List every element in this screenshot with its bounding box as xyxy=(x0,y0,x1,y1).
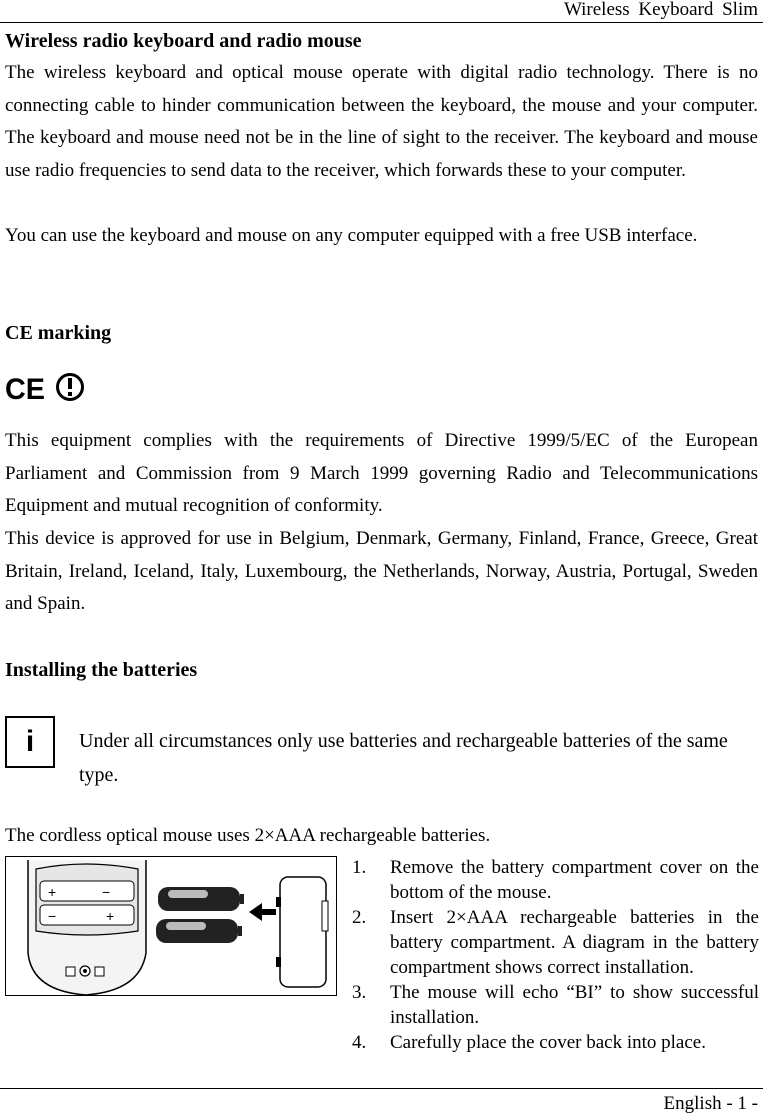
svg-text:−: − xyxy=(102,884,111,900)
mouse-battery-diagram-icon xyxy=(6,857,336,995)
paragraph-usb: You can use the keyboard and mouse on any computer equipped with a free USB interface. xyxy=(5,225,698,246)
paragraph-battery-intro: The cordless optical mouse uses 2×AAA rechargeable batteries. xyxy=(5,825,491,846)
running-header: Wireless Keyboard Slim xyxy=(563,0,758,20)
list-item xyxy=(352,1030,759,1055)
battery-note: Under all circumstances only use batteries and rechargeable batteries of the same type. xyxy=(79,730,728,786)
header-rule xyxy=(0,22,763,23)
battery-installation-illustration xyxy=(5,856,337,996)
list-item xyxy=(352,905,759,980)
ce-mark-logo xyxy=(5,372,89,407)
footer-rule xyxy=(0,1088,763,1089)
heading-wireless: Wireless radio keyboard and radio mouse xyxy=(5,30,362,52)
page-number: English - 1 - xyxy=(663,1093,758,1114)
step-number: 2. xyxy=(352,907,367,928)
paragraph-directive: This equipment complies with the requirements of Directive 1999/5/EC of the European Parliament and Commission from 9 March 1999 governing Radio and Telecommunications Equipment and mutual recognition of conformity. xyxy=(5,430,758,516)
step-text: Insert 2×AAA rechargeable batteries in the battery compartment. A diagram in the battery compartment shows correct installation. xyxy=(390,907,759,978)
step-text: Carefully place the cover back into place. xyxy=(390,1032,706,1053)
list-item xyxy=(352,980,759,1030)
ce-mark-icon xyxy=(5,372,89,402)
paragraph-approved-countries: This device is approved for use in Belgium, Denmark, Germany, Finland, France, Greece, Great Britain, Ireland, Iceland, Italy, Luxembourg, the Netherlands, Norway, Austria, Portugal, Sweden and Spain. xyxy=(5,528,758,614)
svg-text:+: + xyxy=(106,908,115,924)
list-item xyxy=(352,855,759,905)
info-icon: i xyxy=(5,716,55,768)
heading-ce-marking: CE marking xyxy=(5,322,112,344)
heading-installing-batteries: Installing the batteries xyxy=(5,659,198,681)
step-text: Remove the battery compartment cover on the bottom of the mouse. xyxy=(390,857,759,903)
svg-text:CE: CE xyxy=(5,373,45,402)
step-text: The mouse will echo “BI” to show successful installation. xyxy=(390,982,759,1028)
step-number: 4. xyxy=(352,1032,367,1053)
paragraph-wireless-intro: The wireless keyboard and optical mouse operate with digital radio technology. There is no connecting cable to hinder communication between the keyboard, the mouse and your computer. The keyboard and mouse need not be in the line of sight to the receiver. The keyboard and mouse use radio frequencies to send data to the receiver, which forwards these to your computer. xyxy=(5,62,758,181)
svg-text:−: − xyxy=(48,908,57,924)
step-number: 3. xyxy=(352,982,367,1003)
step-number: 1. xyxy=(352,857,367,878)
installation-steps-list xyxy=(352,855,759,1055)
svg-text:+: + xyxy=(48,884,57,900)
